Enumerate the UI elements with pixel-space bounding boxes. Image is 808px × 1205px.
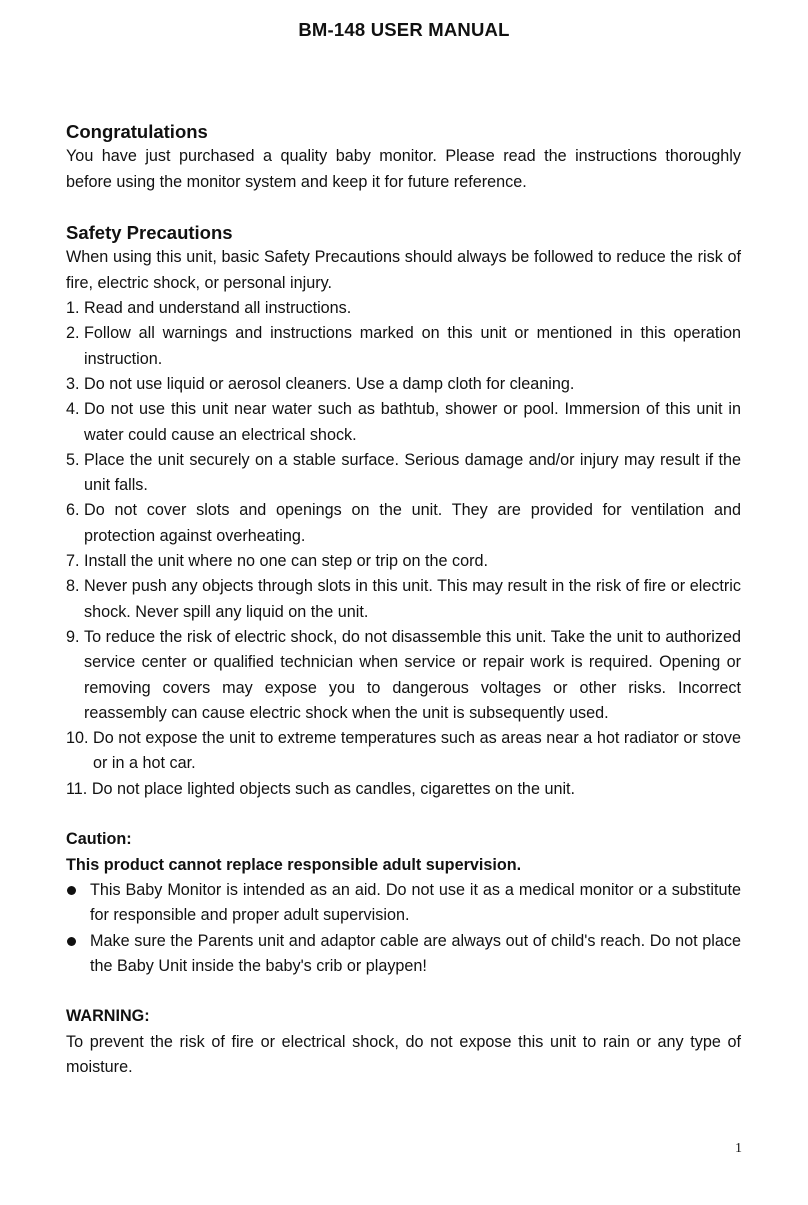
safety-item: [66, 498, 741, 549]
safety-item: [66, 372, 741, 397]
item-text: Do not use this unit near water such as bathtub, shower or pool. Immersion of this unit in water could cause an electrical shock.: [84, 400, 741, 444]
warning-text: To prevent the risk of fire or electrical shock, do not expose this unit to rain or any type of moisture.: [66, 1032, 741, 1076]
caution-bullet-list: [66, 878, 741, 979]
caution-bullet: [66, 929, 741, 980]
manual-content: [66, 119, 741, 1080]
bullet-dot-icon: [66, 878, 90, 929]
item-text: Follow all warnings and instructions marked on this unit or mentioned in this operation instruction.: [84, 324, 741, 368]
safety-item: [66, 448, 741, 499]
item-text: Do not place lighted objects such as candles, cigarettes on the unit.: [91, 779, 576, 798]
bullet-text: This Baby Monitor is intended as an aid. Do not use it as a medical monitor or a substitute for responsible and proper adult supervision.: [90, 880, 741, 925]
congratulations-text: You have just purchased a quality baby monitor. Please read the instructions thoroughly before using the monitor system and keep it for future reference.: [66, 147, 741, 191]
document-title: BM-148 USER MANUAL: [298, 19, 510, 40]
safety-precautions-heading: Safety Precautions: [66, 222, 233, 244]
item-text: Place the unit securely on a stable surface. Serious damage and/or injury may result if the unit falls.: [84, 450, 741, 495]
safety-item: [66, 321, 741, 372]
safety-intro-text: When using this unit, basic Safety Precautions should always be followed to reduce the risk of fire, electric shock, or personal injury.: [66, 248, 741, 292]
bullet-text: Make sure the Parents unit and adaptor cable are always out of child's reach. Do not place the Baby Unit inside the baby's crib or playpen!: [90, 931, 741, 975]
item-number: 10.: [66, 729, 94, 748]
item-text: Install the unit where no one can step or trip on the cord.: [84, 552, 489, 571]
warning-heading: WARNING:: [66, 1007, 150, 1026]
item-number: 2.: [66, 324, 84, 343]
section-spacer: [66, 802, 741, 827]
congratulations-heading: Congratulations: [66, 121, 208, 142]
safety-item: [66, 625, 741, 726]
item-number: 6.: [66, 501, 84, 520]
section-spacer: [66, 979, 741, 1004]
item-number: 5.: [66, 450, 84, 469]
caution-bullet: [66, 878, 741, 929]
item-text: Do not expose the unit to extreme temperatures such as areas near a hot radiator or stove or in a hot car.: [93, 729, 741, 773]
item-number: 7.: [66, 552, 84, 571]
item-text: Do not use liquid or aerosol cleaners. Use a damp cloth for cleaning.: [84, 374, 575, 393]
safety-item: [66, 549, 741, 574]
caution-subheading: This product cannot replace responsible adult supervision.: [66, 855, 522, 874]
bullet-dot-icon: [66, 929, 90, 980]
safety-list: [66, 296, 741, 802]
safety-item: [66, 574, 741, 625]
item-number: 11.: [66, 779, 92, 798]
item-text: Read and understand all instructions.: [84, 299, 352, 318]
section-spacer: [66, 195, 741, 220]
safety-item: [66, 726, 741, 777]
item-text: Never push any objects through slots in this unit. This may result in the risk of fire or electric shock. Never spill any liquid on the unit.: [84, 577, 741, 621]
safety-item: [66, 296, 741, 321]
item-number: 8.: [66, 577, 84, 596]
item-number: 4.: [66, 400, 84, 419]
page-number: 1: [735, 1141, 742, 1156]
safety-item: [66, 777, 741, 802]
item-text: To reduce the risk of electric shock, do not disassemble this unit. Take the unit to authorized service center or qualified technician when service or repair work is required. Opening or removing covers may expose you to dangerous voltages or other risks. Incorrect reassembly can cause electric shock when the unit is subsequently used.: [84, 627, 741, 722]
safety-item: [66, 397, 741, 448]
item-number: 3.: [66, 374, 84, 393]
item-number: 9.: [66, 627, 84, 646]
item-number: 1.: [66, 299, 84, 318]
caution-heading: Caution:: [66, 830, 132, 849]
item-text: Do not cover slots and openings on the unit. They are provided for ventilation and protection against overheating.: [84, 501, 741, 545]
